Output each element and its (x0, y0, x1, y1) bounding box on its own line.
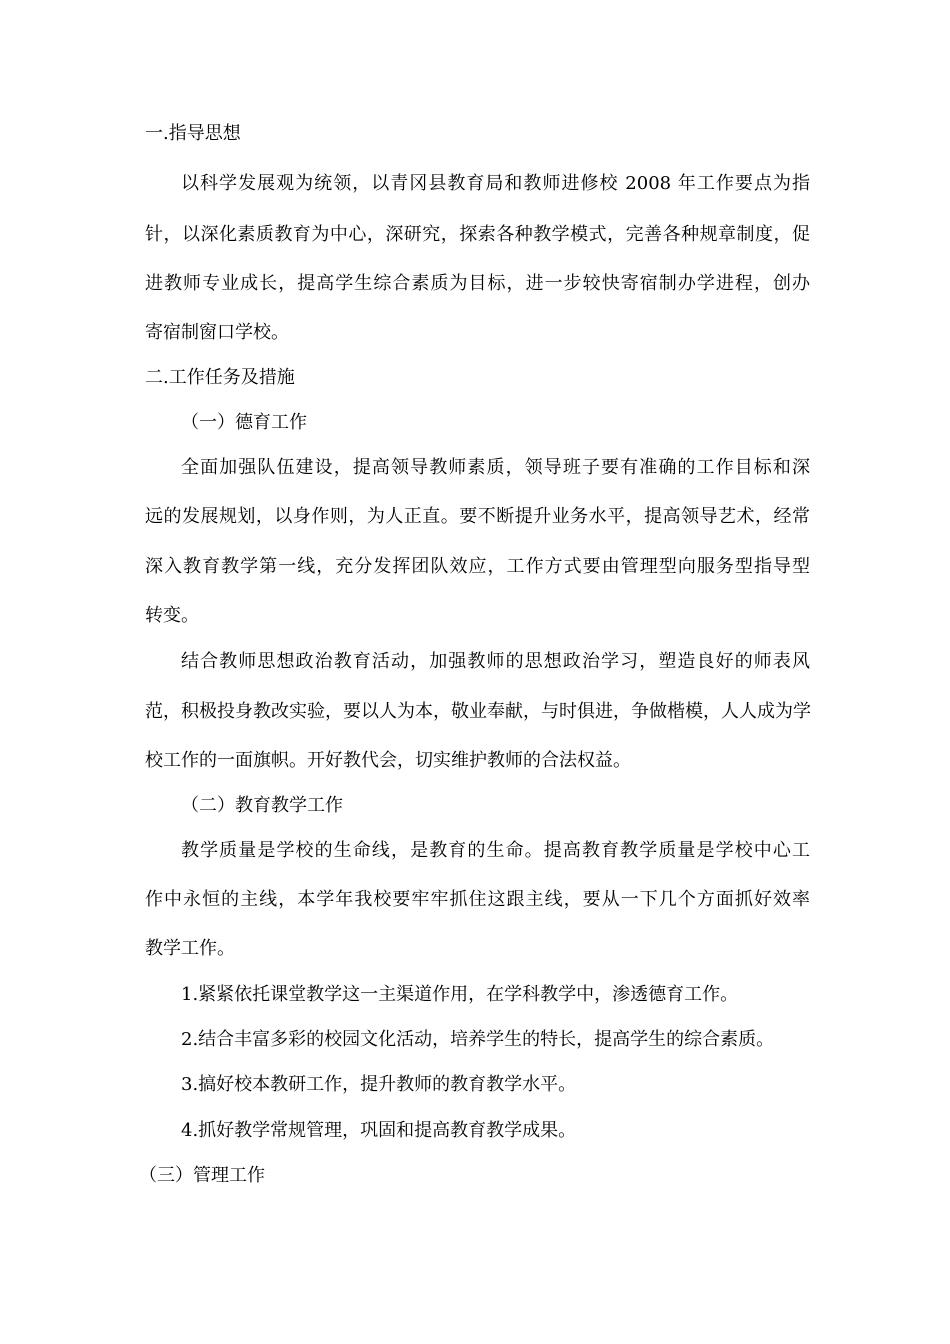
paragraph-line: 范，积极投身教改实验，要以人为本，敬业奉献，与时俱进，争做楷模，人人成为学 (145, 701, 811, 722)
heading-tasks-measures: 二.工作任务及措施 (145, 367, 295, 388)
paragraph-line: 转变。 (145, 605, 199, 626)
paragraph-line: 校工作的一面旗帜。开好教代会，切实维护教师的合法权益。 (145, 750, 631, 771)
subheading-moral-education: （一）德育工作 (181, 412, 307, 433)
list-item: 4.抓好教学常规管理，巩固和提高教育教学成果。 (181, 1120, 577, 1141)
paragraph-line: 深入教育教学第一线，充分发挥团队效应，工作方式要由管理型向服务型指导型 (145, 556, 810, 577)
list-item: 1.紧紧依托课堂教学这一主渠道作用，在学科教学中，渗透德育工作。 (181, 984, 739, 1005)
list-item: 3.搞好校本教研工作，提升教师的教育教学水平。 (181, 1074, 577, 1095)
list-item: 2.结合丰富多彩的校园文化活动，培养学生的特长，提高学生的综合素质。 (181, 1029, 775, 1050)
subheading-teaching-work: （二）教育教学工作 (181, 795, 343, 816)
paragraph-line: 远的发展规划，以身作则，为人正直。要不断提升业务水平，提高领导艺术，经常 (145, 506, 810, 527)
paragraph-line: 教学工作。 (145, 938, 235, 959)
paragraph-line: 全面加强队伍建设，提高领导教师素质，领导班子要有准确的工作目标和深 (181, 457, 810, 478)
paragraph-line: 以科学发展观为统领，以青冈县教育局和教师进修校 2008 年工作要点为指 (181, 173, 810, 194)
paragraph-line: 进教师专业成长，提高学生综合素质为目标，进一步较快寄宿制办学进程，创办 (145, 273, 810, 294)
paragraph-line: 结合教师思想政治教育活动，加强教师的思想政治学习，塑造良好的师表风 (181, 651, 810, 672)
paragraph-line: 作中永恒的主线，本学年我校要牢牢抓住这跟主线，要从一下几个方面抓好效率 (145, 889, 810, 910)
paragraph-line: 寄宿制窗口学校。 (145, 322, 289, 343)
heading-guiding-thought: 一.指导思想 (145, 123, 241, 144)
paragraph-line: 教学质量是学校的生命线，是教育的生命。提高教育教学质量是学校中心工 (181, 840, 810, 861)
subheading-management-work: （三）管理工作 (139, 1165, 265, 1186)
paragraph-line: 针，以深化素质教育为中心，深研究，探索各种教学模式，完善各种规章制度，促 (145, 224, 810, 245)
